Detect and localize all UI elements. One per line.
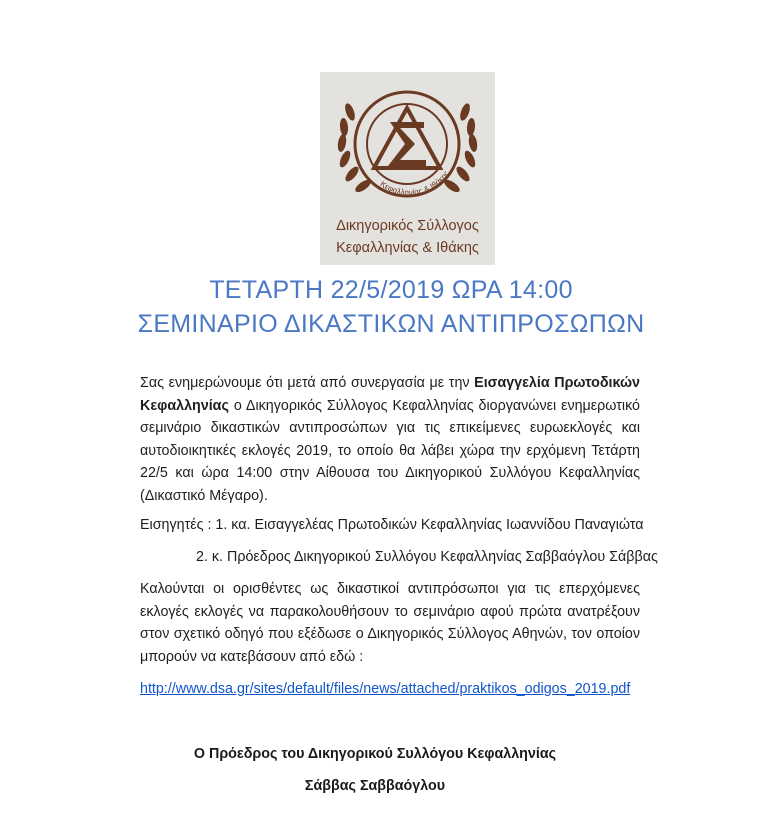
- page-title-seminar: ΣΕΜΙΝΑΡΙΟ ΔΙΚΑΣΤΙΚΩΝ ΑΝΤΙΠΡΟΣΩΠΩΝ: [137, 310, 645, 338]
- logo-line-1: Δικηγορικός Σύλλογος: [336, 218, 479, 234]
- speaker-line-1: Εισηγητές : 1. κα. Εισαγγελέας Πρωτοδικών Κεφαλληνίας Ιωαννίδου Παναγιώτα: [140, 517, 644, 533]
- intro-paragraph: [140, 372, 640, 507]
- invitation-paragraph: Καλούνται οι ορισθέντες ως δικαστικοί αντιπρόσωποι για τις επερχόμενες εκλογές εκλογές να παρακολουθήσουν το σεμινάριο αφού πρώτα ανατρέξουν στον σχετικό οδηγό που εξέδωσε ο Δικηγορικός Σύλλογος Αθηνών, τον οποίον μπορούν να κατεβάσουν από εδώ :: [140, 581, 640, 665]
- guide-download-link[interactable]: http://www.dsa.gr/sites/default/files/news/attached/praktikos_odigos_2019.pdf: [140, 681, 631, 697]
- logo-line-2: Κεφαλληνίας & Ιθάκης: [336, 240, 479, 256]
- intro-text-1: Σας ενημερώνουμε ότι μετά από συνεργασία με την: [140, 375, 475, 391]
- logo-ring-text: Κεφαλληνίας & Ιθάκης: [378, 169, 451, 198]
- speaker-line-2: 2. κ. Πρόεδρος Δικηγορικού Συλλόγου Κεφαλληνίας Σαββαόγλου Σάββας: [196, 549, 658, 565]
- signature-name: Σάββας Σαββαόγλου: [304, 778, 446, 794]
- intro-bold-prosecutor: Εισαγγελία Πρωτοδικών Κεφαλληνίας: [140, 375, 640, 414]
- signature-title: Ο Πρόεδρος του Δικηγορικού Συλλόγου Κεφαλληνίας: [193, 746, 557, 762]
- page-title-date: ΤΕΤΑΡΤΗ 22/5/2019 ΩΡΑ 14:00: [209, 276, 573, 304]
- laurel-emblem-icon: [320, 72, 495, 265]
- bar-association-logo: [320, 72, 495, 265]
- intro-text-2: ο Δικηγορικός Σύλλογος Κεφαλληνίας διοργανώνει ενημερωτικό σεμινάριο δικαστικών αντιπροσώπων για τις επικείμενες ευρωεκλογές και αυτοδιοικητικές εκλογές 2019, το οποίο θα λάβει χώρα την ερχόμενη Τετάρτη 22/5 και ώρα 14:00 στην Αίθουσα του Δικηγορικού Συλλόγου Κεφαλληνίας (Δικαστικό Μέγαρο).: [140, 397, 640, 504]
